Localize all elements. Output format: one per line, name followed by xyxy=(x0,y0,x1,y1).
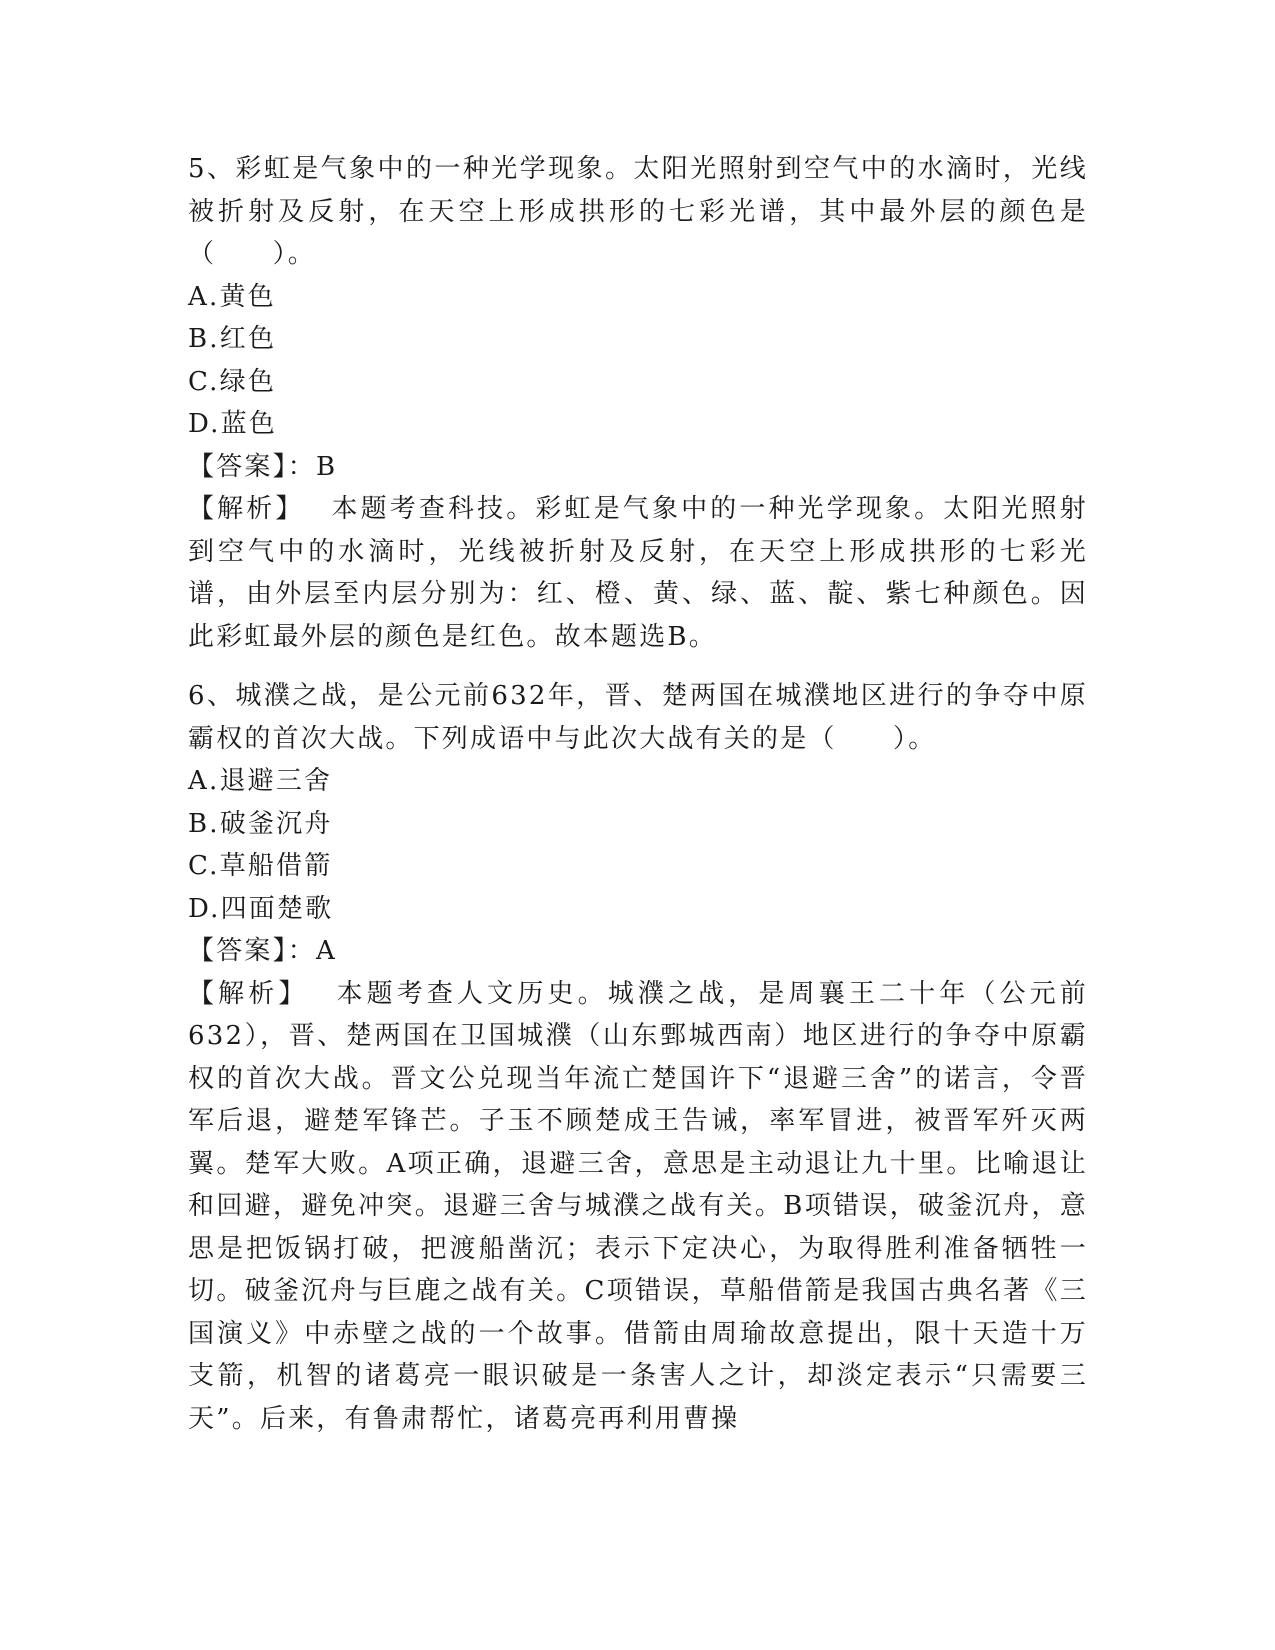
option-d: D.蓝色 xyxy=(188,409,277,439)
option-a: A.黄色 xyxy=(188,281,276,312)
answer-line xyxy=(188,930,1088,973)
explanation-text: 本题考查科技。彩虹是气象中的一种光学现象。太阳光照射到空气中的水滴时，光线被折射及反射，在天空上形成拱形的七彩光谱，由外层至内层分别为：红、橙、黄、绿、蓝、靛、紫七种颜色。因此彩虹最外层的颜色是红色。故本题选B。 xyxy=(188,494,1089,652)
option-a: A.退避三舍 xyxy=(188,766,333,796)
explanation xyxy=(188,488,1088,658)
question-block xyxy=(188,148,1088,658)
document-content xyxy=(188,148,1088,1440)
answer-value: B xyxy=(316,451,338,482)
option-b: B.红色 xyxy=(188,324,277,354)
explanation xyxy=(188,973,1088,1441)
question-block xyxy=(188,675,1088,1440)
answer-label: 【答案】： xyxy=(188,936,317,966)
question-stem: 6、城濮之战，是公元前632年，晋、楚两国在城濮地区进行的争夺中原霸权的首次大战。下列成语中与此次大战有关的是（ ）。 xyxy=(188,681,1088,754)
question-divider xyxy=(188,658,1088,675)
explanation-label: 【解析】 xyxy=(188,978,309,1009)
option-c: C.草船借箭 xyxy=(188,851,333,881)
option-c: C.绿色 xyxy=(188,366,277,397)
question-stem: 5、彩虹是气象中的一种光学现象。太阳光照射到空气中的水滴时，光线被折射及反射，在天空上形成拱形的七彩光谱，其中最外层的颜色是（ ）。 xyxy=(188,154,1088,269)
answer-label: 【答案】： xyxy=(188,451,317,482)
option-d: D.四面楚歌 xyxy=(188,893,334,924)
option-b: B.破釜沉舟 xyxy=(188,808,333,839)
explanation-label: 【解析】 xyxy=(188,494,305,524)
answer-value: A xyxy=(316,936,337,966)
answer-line xyxy=(188,446,1088,489)
explanation-text: 本题考查人文历史。城濮之战，是周襄王二十年（公元前632），晋、楚两国在卫国城濮（山东鄄城西南）地区进行的争夺中原霸权的首次大战。晋文公兑现当年流亡楚国许下“退避三舍”的诺言，令晋军后退，避楚军锋芒。子玉不顾楚成王告诫，率军冒进，被晋军歼灭两翼。楚军大败。A项正确，退避三舍，意思是主动退让九十里。比喻退让和回避，避免冲突。退避三舍与城濮之战有关。B项错误，破釜沉舟，意思是把饭锅打破，把渡船凿沉；表示下定决心，为取得胜利准备牺牲一切。破釜沉舟与巨鹿之战有关。C项错误，草船借箭是我国古典名著《三国演义》中赤壁之战的一个故事。借箭由周瑜故意提出，限十天造十万支箭，机智的诸葛亮一眼识破是一条害人之计，却淡定表示“只需要三天”。后来，有鲁肃帮忙，诸葛亮再利用曹操 xyxy=(188,978,1088,1434)
